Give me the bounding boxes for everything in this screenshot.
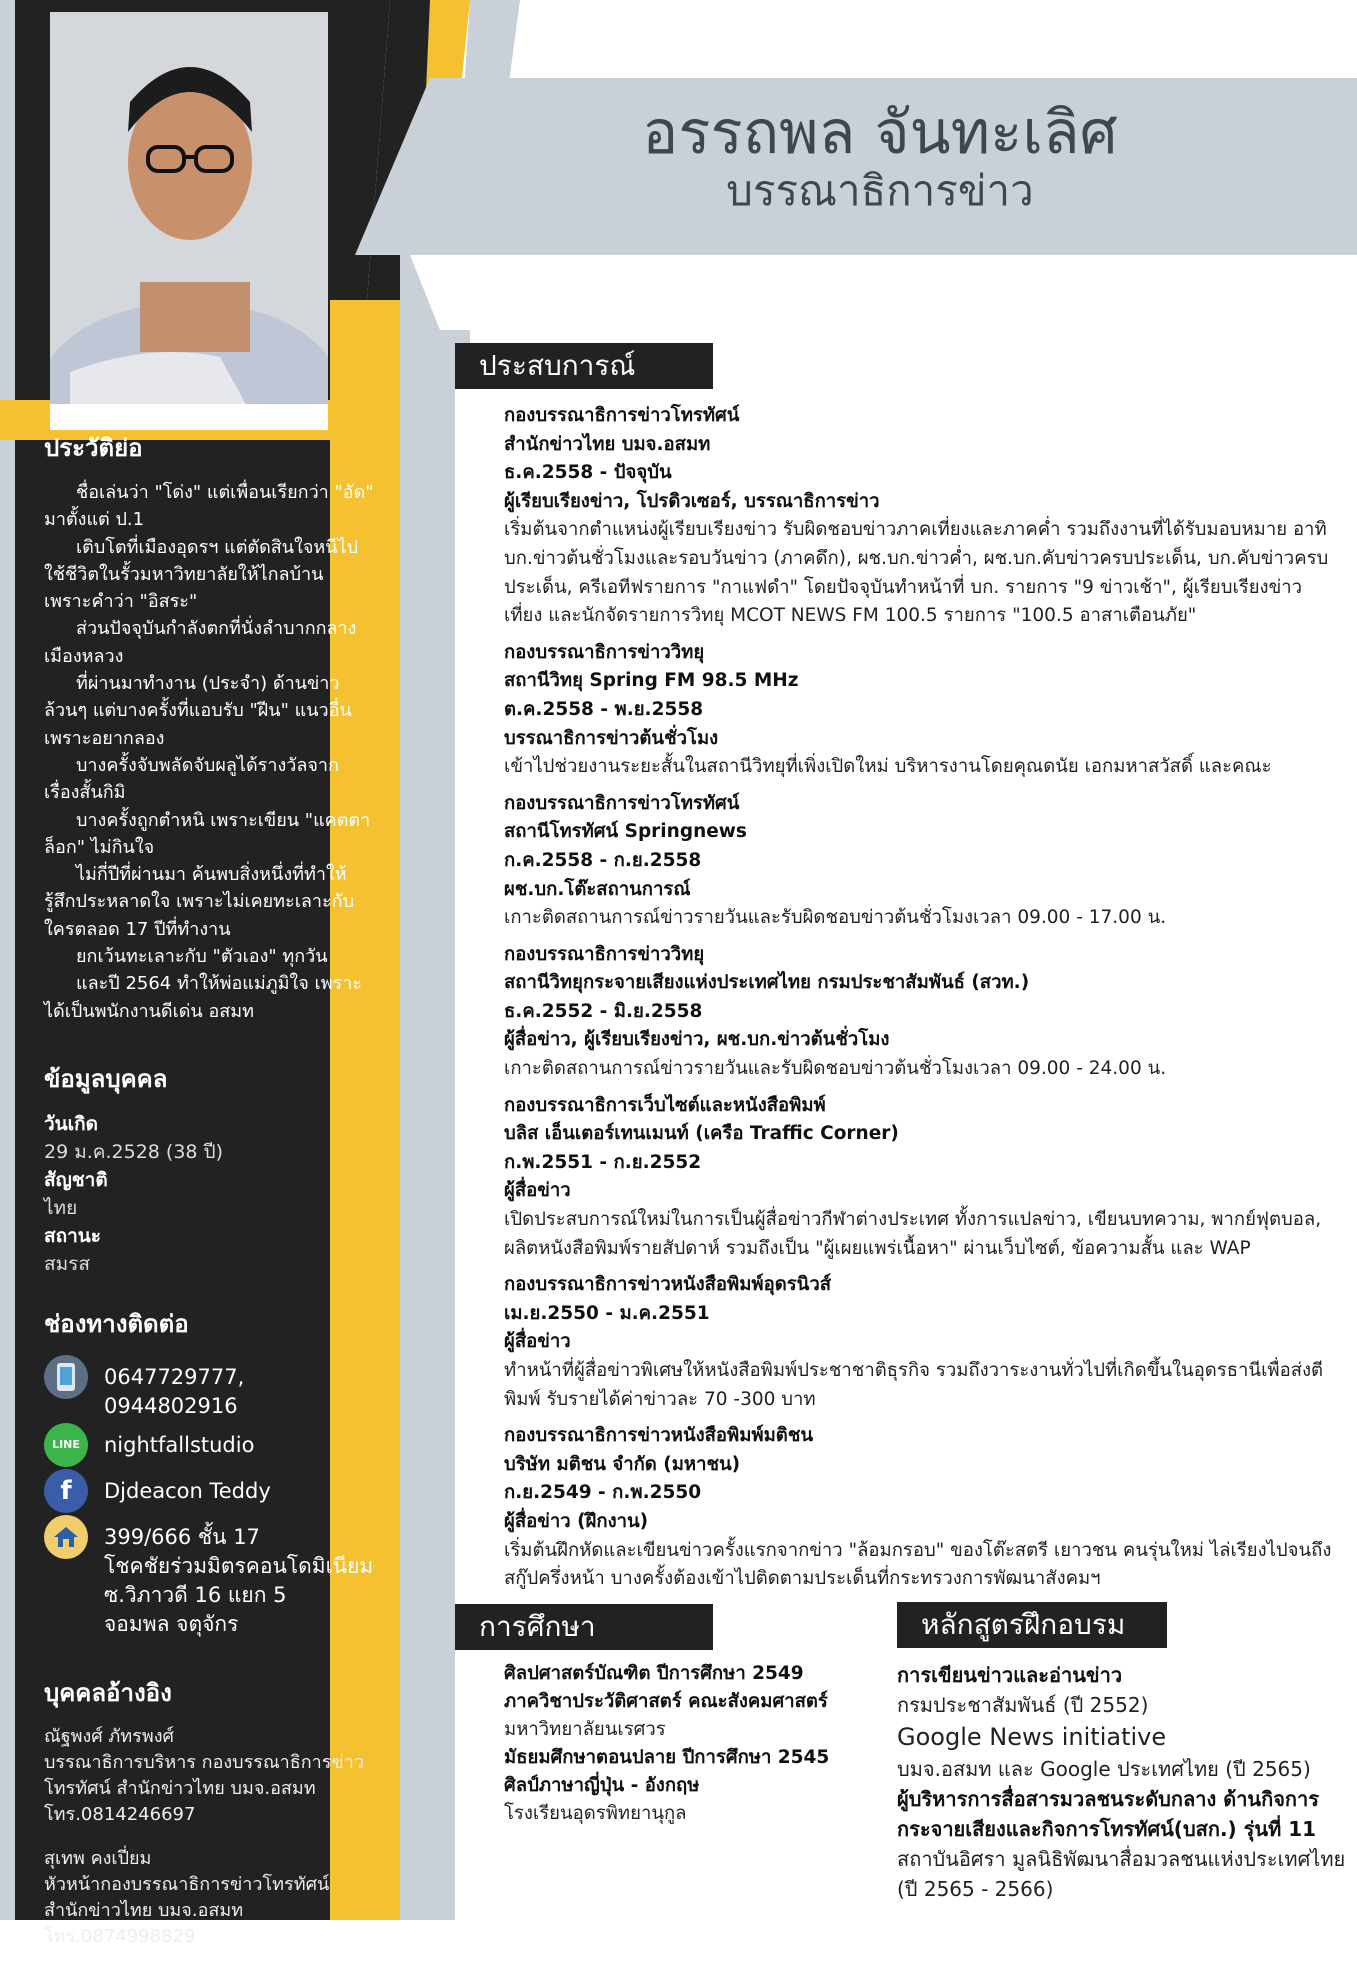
entry-org: สำนักข่าวไทย บมจ.อสมท: [504, 433, 711, 455]
entry-desc: เกาะติดสถานการณ์ข่าวรายวันและรับผิดชอบข่าวต้นชั่วโมงเวลา 09.00 - 24.00 น.: [504, 1058, 1167, 1080]
entry-period: ต.ค.2558 - พ.ย.2558: [504, 698, 704, 720]
reference-name: สุเทพ คงเปี่ยม: [44, 1847, 152, 1869]
bio-paragraph: ที่ผ่านมาทำงาน (ประจำ) ด้านข่าวล้วนๆ แต่บางครั้งที่แอบรับ "ฝีน" แนวอื่นเพราะอยากลอง: [44, 673, 352, 749]
bio-text: [44, 479, 374, 1025]
phone-icon: [44, 1355, 88, 1399]
reference-name: ณัฐพงศ์ ภัทรพงศ์: [44, 1725, 174, 1747]
experience-entry: [504, 941, 1334, 1084]
personal-info: [44, 1110, 374, 1278]
birthdate-value: 29 ม.ค.2528 (38 ปี): [44, 1140, 224, 1163]
contact-address: [44, 1515, 374, 1639]
training-list: [897, 1660, 1357, 1904]
reference-item: [44, 1724, 374, 1828]
experience-entry: [504, 639, 1334, 782]
entry-org: บลิส เอ็นเตอร์เทนเมนท์ (เครือ Traffic Corner): [504, 1123, 899, 1145]
entry-dept: กองบรรณาธิการข่าวโทรทัศน์: [504, 792, 740, 814]
contact-line: [44, 1423, 374, 1467]
entry-period: ธ.ค.2558 - ปัจจุบัน: [504, 462, 672, 484]
entry-position: ผู้สื่อข่าว, ผู้เรียบเรียงข่าว, ผช.บก.ข่าวต้นชั่วโมง: [504, 1029, 890, 1051]
reference-role: บรรณาธิการบริหาร กองบรรณาธิการข่าวโทรทัศน์ สำนักข่าวไทย บมจ.อสมท: [44, 1751, 364, 1799]
entry-period: ก.ค.2558 - ก.ย.2558: [504, 849, 702, 871]
entry-position: ผู้เรียบเรียงข่าว, โปรดิวเซอร์, บรรณาธิการข่าว: [504, 490, 880, 512]
entry-period: เม.ย.2550 - ม.ค.2551: [504, 1302, 710, 1324]
experience-entry: [504, 1422, 1334, 1594]
bio-paragraph: ชื่อเล่นว่า "โด่ง" แต่เพื่อนเรียกว่า "อัด" มาตั้งแต่ ป.1: [44, 482, 374, 531]
references-heading: บุคคลอ้างอิง: [44, 1678, 172, 1707]
experience-entry: [504, 790, 1334, 933]
address-line: 399/666 ชั้น 17: [104, 1524, 260, 1549]
references-list: [44, 1724, 374, 1950]
entry-desc: เข้าไปช่วยงานระยะสั้นในสถานีวิทยุที่เพิ่งเปิดใหม่ บริหารงานโดยคุณดนัย เอกมหาสวัสดิ์ และคณะ: [504, 756, 1272, 778]
experience-entry: [504, 1092, 1334, 1264]
training-line: สถาบันอิศรา มูลนิธิพัฒนาสื่อมวลชนแห่งประเทศไทย: [897, 1847, 1346, 1871]
education-list: [504, 1660, 904, 1828]
entry-dept: กองบรรณาธิการข่าวโทรทัศน์: [504, 405, 740, 426]
line-id[interactable]: nightfallstudio: [104, 1432, 255, 1457]
contact-heading: ช่องทางติดต่อ: [44, 1309, 189, 1338]
contact-facebook: [44, 1469, 374, 1513]
entry-desc: เริ่มต้นจากตำแหน่งผู้เรียบเรียงข่าว รับผิดชอบข่าวภาคเที่ยงและภาคค่ำ รวมถึงงานที่ได้รับมอบหมาย อาทิ บก.ข่าวต้นชั่วโมงและรอบวันข่าว (ภาคดึก), ผช.บก.ข่าวค่ำ, ผช.บก.คับข่าวครบประเด็น, บก.คับข่าวครบประเด็น, ครีเอทีฟรายการ "กาแฟดำ" โดยปัจจุบันทำหน้าที่ บก. รายการ "9 ข่าวเช้า", ผู้เรียบเรียงข่าวเที่ยง และนักจัดรายการวิทยุ MCOT NEWS FM 100.5 รายการ "100.5 อาสาเตือนภัย": [504, 519, 1329, 627]
education-line: มหาวิทยาลัยนเรศวร: [504, 1719, 666, 1740]
training-line: บมจ.อสมท และ Google ประเทศไทย (ปี 2565): [897, 1757, 1311, 1781]
reference-item: [44, 1846, 374, 1950]
job-title: บรรณาธิการข่าว: [726, 166, 1034, 215]
address-line: โชคชัยร่วมมิตรคอนโดมิเนียม: [104, 1553, 374, 1578]
bio-paragraph: ยกเว้นทะเลาะกับ "ตัวเอง" ทุกวัน: [76, 946, 328, 968]
facebook-icon: [44, 1469, 88, 1513]
reference-tel: โทร.0814246697: [44, 1803, 196, 1825]
experience-entry: [504, 402, 1334, 631]
bio-paragraph: และปี 2564 ทำให้พ่อแม่ภูมิใจ เพราะได้เป็นพนักงานดีเด่น อสมท: [44, 973, 362, 1022]
entry-period: ก.พ.2551 - ก.ย.2552: [504, 1151, 702, 1173]
facebook-badge: f: [60, 1475, 72, 1506]
left-sidebar: [44, 428, 374, 1968]
profile-photo: [50, 12, 328, 430]
education-line: ศิลปศาสตร์บัณฑิต ปีการศึกษา 2549: [504, 1663, 804, 1684]
entry-dept: กองบรรณาธิการข่าววิทยุ: [504, 641, 705, 663]
person-name: อรรถพล จันทะเลิศ: [642, 98, 1118, 168]
experience-entry: [504, 1271, 1334, 1414]
entry-desc: ทำหน้าที่ผู้สื่อข่าวพิเศษให้หนังสือพิมพ์ประชาชาติธุรกิจ รวมถึงวาระงานทั่วไปที่เกิดขึ้นในอุดรธานีเพื่อส่งตีพิมพ์ รับรายได้ค่าข่าวละ 70 -300 บาท: [504, 1360, 1324, 1410]
entry-org: สถานีวิทยุ Spring FM 98.5 MHz: [504, 670, 799, 692]
training-line: ผู้บริหารการสื่อสารมวลชนระดับกลาง ด้านกิจการกระจายเสียงและกิจการโทรทัศน์(บสก.) รุ่นที่ 11: [897, 1787, 1320, 1841]
bio-heading: ประวัติย่อ: [44, 434, 143, 462]
line-icon: [44, 1423, 88, 1467]
training-line: (ปี 2565 - 2566): [897, 1877, 1054, 1901]
bio-paragraph: ส่วนปัจจุบันกำลังตกที่นั่งลำบากกลางเมืองหลวง: [44, 618, 357, 667]
entry-dept: กองบรรณาธิการข่าวหนังสือพิมพ์มติชน: [504, 1425, 814, 1447]
entry-position: บรรณาธิการข่าวต้นชั่วโมง: [504, 727, 719, 749]
entry-period: ก.ย.2549 - ก.พ.2550: [504, 1482, 702, 1504]
entry-org: บริษัท มติชน จำกัด (มหาชน): [504, 1453, 741, 1475]
address: [104, 1515, 373, 1639]
entry-org: สถานีโทรทัศน์ Springnews: [504, 821, 747, 843]
phone-number[interactable]: 0647729777, 0944802916: [104, 1364, 245, 1418]
training-line: การเขียนข่าวและอ่านข่าว: [897, 1663, 1123, 1687]
entry-org: สถานีวิทยุกระจายเสียงแห่งประเทศไทย กรมประชาสัมพันธ์ (สวท.): [504, 972, 1030, 994]
bio-paragraph: บางครั้งจับพลัดจับผลูได้รางวัลจากเรื่องสั้นกิมิ: [44, 754, 339, 804]
birthdate-label: วันเกิด: [44, 1112, 98, 1135]
address-line: ซ.วิภาวดี 16 แยก 5: [104, 1582, 287, 1607]
entry-dept: กองบรรณาธิการข่าววิทยุ: [504, 943, 705, 965]
education-line: มัธยมศึกษาตอนปลาย ปีการศึกษา 2545: [504, 1747, 830, 1768]
entry-dept: กองบรรณาธิการข่าวหนังสือพิมพ์อุดรนิวส์: [504, 1274, 832, 1296]
training-heading: หลักสูตรฝึกอบรม: [897, 1602, 1167, 1648]
contact-phone: [44, 1355, 374, 1421]
contact-list: [44, 1355, 374, 1639]
header: [560, 100, 1200, 216]
home-icon: [44, 1515, 88, 1559]
education-line: ศิลป์ภาษาญี่ปุ่น - อังกฤษ: [504, 1775, 700, 1796]
experience-list: [504, 402, 1334, 1602]
entry-dept: กองบรรณาธิการเว็บไซต์และหนังสือพิมพ์: [504, 1094, 826, 1116]
entry-position: ผู้สื่อข่าว: [504, 1331, 571, 1353]
entry-period: ธ.ค.2552 - มิ.ย.2558: [504, 1000, 703, 1022]
status-value: สมรส: [44, 1252, 90, 1275]
facebook-name[interactable]: Djdeacon Teddy: [104, 1478, 271, 1503]
education-line: ภาควิชาประวัติศาสตร์ คณะสังคมศาสตร์: [504, 1691, 828, 1712]
status-label: สถานะ: [44, 1224, 101, 1247]
nationality-value: ไทย: [44, 1196, 78, 1219]
address-line: จอมพล จตุจักร: [104, 1611, 239, 1636]
entry-desc: เริ่มต้นฝึกหัดและเขียนข่าวครั้งแรกจากข่าว "ล้อมกรอบ" ของโต๊ะสตรี เยาวชน คนรุ่นใหม่ ไล่เรียงไปจนถึงสกู๊ปครึ่งหน้า บางครั้งต้องเข้าไปติดตามประเด็นที่กระทรวงการพัฒนาสังคมฯ: [504, 1539, 1332, 1590]
entry-position: ผู้สื่อข่าว (ฝึกงาน): [504, 1510, 649, 1532]
education-heading: การศึกษา: [455, 1604, 713, 1650]
training-line: กรมประชาสัมพันธ์ (ปี 2552): [897, 1693, 1149, 1717]
education-line: โรงเรียนอุดรพิทยานุกูล: [504, 1803, 687, 1824]
reference-role: หัวหน้ากองบรรณาธิการข่าวโทรทัศน์ สำนักข่าวไทย บมจ.อสมท: [44, 1873, 330, 1921]
bio-paragraph: เติบโตที่เมืองอุดรฯ แต่ตัดสินใจหนีไปใช้ชีวิตในรั้วมหาวิทยาลัยให้ไกลบ้าน เพราะคำว่า "อิสระ": [44, 536, 359, 613]
entry-desc: เกาะติดสถานการณ์ข่าวรายวันและรับผิดชอบข่าวต้นชั่วโมงเวลา 09.00 - 17.00 น.: [504, 907, 1167, 929]
bio-paragraph: ไม่กี่ปีที่ผ่านมา ค้นพบสิ่งหนึ่งที่ทำให้รู้สึกประหลาดใจ เพราะไม่เคยทะเลาะกับใครตลอด 17 ปีที่ทำงาน: [44, 864, 354, 940]
line-badge: LINE: [52, 1438, 80, 1452]
nationality-label: สัญชาติ: [44, 1168, 108, 1191]
bio-paragraph: บางครั้งถูกตำหนิ เพราะเขียน "แคตตาล็อก" ไม่กินใจ: [44, 809, 371, 858]
personal-heading: ข้อมูลบุคคล: [44, 1064, 168, 1093]
entry-position: ผช.บก.โต๊ะสถานการณ์: [504, 878, 691, 900]
training-line: Google News initiative: [897, 1723, 1167, 1751]
experience-heading: ประสบการณ์: [455, 343, 713, 389]
entry-position: ผู้สื่อข่าว: [504, 1180, 571, 1202]
entry-desc: เปิดประสบการณ์ใหม่ในการเป็นผู้สื่อข่าวกีฬาต่างประเทศ ทั้งการแปลข่าว, เขียนบทความ, พากย์ฟุตบอล, ผลิตหนังสือพิมพ์รายสัปดาห์ รวมถึงเป็น "ผู้เผยแพร่เนื้อหา" ผ่านเว็บไซต์, ข้อความสั้น และ WAP: [504, 1209, 1322, 1259]
reference-tel: โทร.0874998829: [44, 1925, 196, 1947]
